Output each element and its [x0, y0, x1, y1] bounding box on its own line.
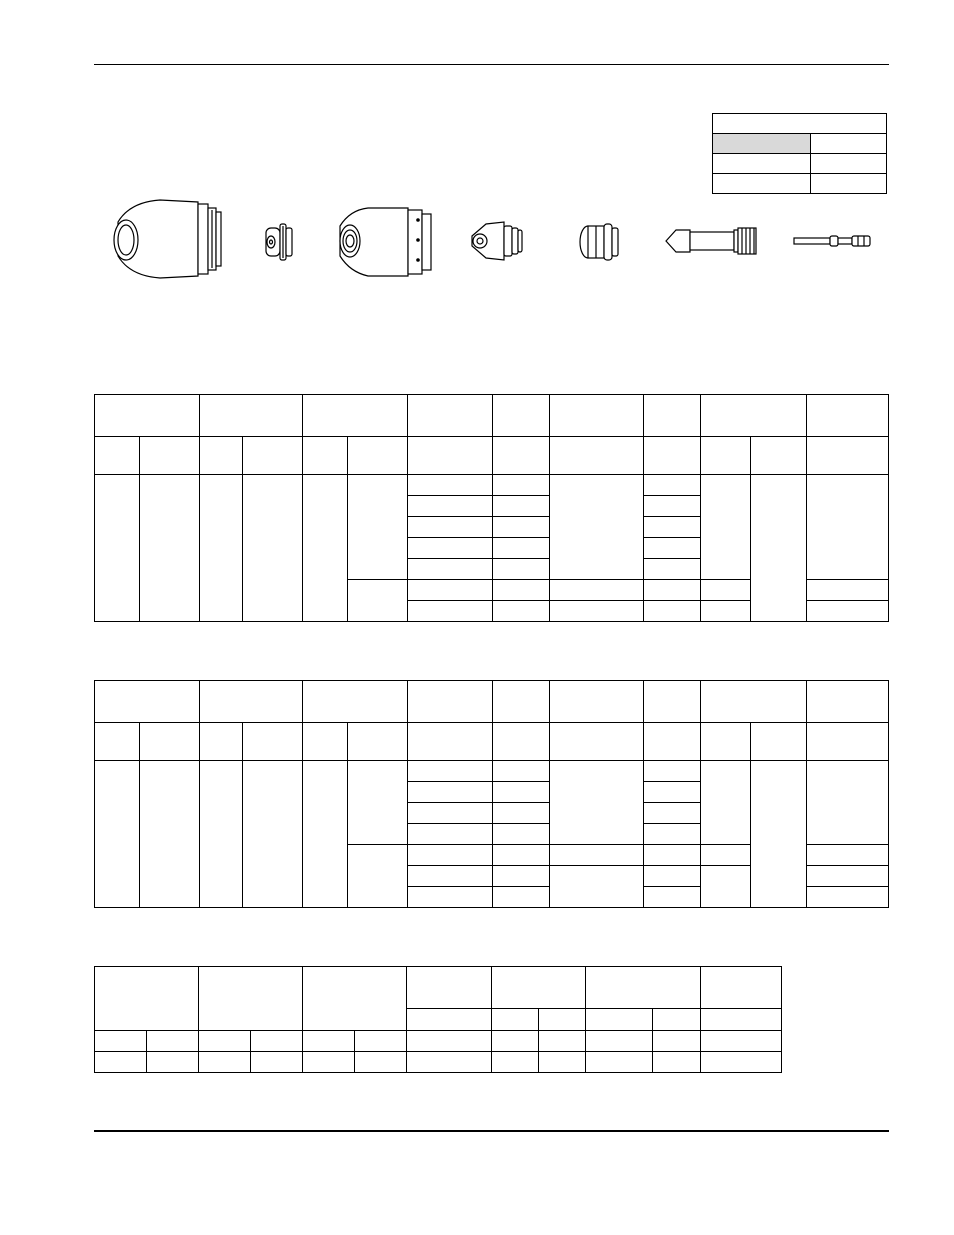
header-cell — [493, 681, 550, 723]
subheader-cell — [199, 1031, 251, 1052]
data-cell — [95, 1052, 147, 1073]
data-cell — [251, 1052, 303, 1073]
header-cell — [586, 967, 701, 1009]
data-cell — [408, 803, 493, 824]
data-cell — [493, 559, 550, 580]
subheader-cell — [539, 1009, 586, 1031]
data-cell — [140, 475, 200, 622]
data-cell — [348, 475, 408, 580]
data-cell — [539, 1052, 586, 1073]
data-cell — [408, 559, 493, 580]
data-cell — [408, 517, 493, 538]
consumable-parts-illustration — [100, 190, 890, 290]
header-cell — [95, 395, 200, 437]
subheader-cell — [95, 723, 140, 761]
data-cell — [644, 580, 701, 601]
data-cell — [408, 782, 493, 803]
data-cell — [493, 496, 550, 517]
header-cell — [303, 967, 407, 1031]
subheader-cell — [653, 1031, 701, 1052]
data-cell — [140, 761, 200, 908]
data-cell — [303, 761, 348, 908]
data-cell — [644, 887, 701, 908]
data-cell — [200, 761, 243, 908]
data-cell — [493, 475, 550, 496]
data-cell — [701, 866, 751, 908]
legend-cell — [811, 154, 887, 174]
data-cell — [408, 845, 493, 866]
subheader-cell — [701, 1031, 782, 1052]
subheader-cell — [586, 1031, 653, 1052]
data-cell — [751, 475, 807, 622]
subheader-cell — [493, 437, 550, 475]
data-cell — [199, 1052, 251, 1073]
subheader-cell — [493, 723, 550, 761]
data-cell — [348, 761, 408, 845]
data-cell — [95, 475, 140, 622]
subheader-cell — [348, 437, 408, 475]
data-cell — [408, 580, 493, 601]
data-cell — [644, 866, 701, 887]
data-cell — [586, 1052, 653, 1073]
cut-chart-table-3 — [94, 966, 782, 1073]
data-cell — [348, 845, 408, 908]
data-cell — [243, 761, 303, 908]
data-cell — [493, 803, 550, 824]
data-cell — [550, 580, 644, 601]
data-cell — [408, 824, 493, 845]
data-cell — [807, 580, 889, 601]
data-cell — [408, 496, 493, 517]
data-cell — [807, 601, 889, 622]
subheader-cell — [550, 437, 644, 475]
subheader-cell — [407, 1031, 492, 1052]
subheader-cell — [95, 437, 140, 475]
subheader-cell — [653, 1009, 701, 1031]
header-cell — [492, 967, 586, 1009]
subheader-cell — [408, 723, 493, 761]
header-cell — [493, 395, 550, 437]
data-cell — [701, 845, 751, 866]
shield-deflector-icon — [266, 224, 292, 260]
subheader-cell — [539, 1031, 586, 1052]
subheader-cell — [644, 723, 701, 761]
data-cell — [701, 580, 751, 601]
data-cell — [493, 866, 550, 887]
data-cell — [644, 761, 701, 782]
data-cell — [492, 1052, 539, 1073]
data-cell — [408, 887, 493, 908]
data-cell — [807, 761, 889, 845]
subheader-cell — [492, 1031, 539, 1052]
subheader-cell — [140, 723, 200, 761]
header-cell — [807, 395, 889, 437]
data-cell — [550, 866, 644, 908]
data-cell — [408, 866, 493, 887]
header-cell — [407, 967, 492, 1009]
subheader-cell — [807, 723, 889, 761]
data-cell — [408, 601, 493, 622]
data-cell — [550, 845, 644, 866]
swirl-ring-icon — [580, 224, 618, 260]
header-cell — [303, 681, 408, 723]
data-cell — [701, 475, 751, 580]
data-cell — [644, 538, 701, 559]
data-cell — [550, 475, 644, 580]
data-cell — [493, 761, 550, 782]
cut-chart-table-1 — [94, 394, 889, 622]
subheader-cell — [95, 1031, 147, 1052]
header-cell — [701, 967, 782, 1009]
subheader-cell — [303, 723, 348, 761]
data-cell — [644, 803, 701, 824]
data-cell — [701, 601, 751, 622]
data-cell — [493, 517, 550, 538]
data-cell — [550, 761, 644, 845]
header-cell — [95, 681, 200, 723]
subheader-cell — [243, 437, 303, 475]
subheader-cell — [701, 437, 751, 475]
legend-header-cell — [713, 114, 887, 134]
footer-rule — [94, 1130, 889, 1132]
subheader-cell — [550, 723, 644, 761]
header-cell — [644, 395, 701, 437]
data-cell — [644, 475, 701, 496]
data-cell — [807, 887, 889, 908]
subheader-cell — [303, 437, 348, 475]
water-tube-icon — [794, 236, 870, 246]
data-cell — [807, 475, 889, 580]
data-cell — [644, 845, 701, 866]
header-cell — [95, 967, 199, 1031]
data-cell — [493, 538, 550, 559]
data-cell — [644, 517, 701, 538]
electrode-icon — [666, 228, 756, 254]
subheader-cell — [200, 723, 243, 761]
data-cell — [807, 866, 889, 887]
data-cell — [644, 496, 701, 517]
header-cell — [701, 681, 807, 723]
subheader-cell — [644, 437, 701, 475]
header-cell — [200, 395, 303, 437]
subheader-cell — [355, 1031, 407, 1052]
data-cell — [147, 1052, 199, 1073]
data-cell — [355, 1052, 407, 1073]
header-cell — [701, 395, 807, 437]
header-cell — [408, 681, 493, 723]
data-cell — [644, 559, 701, 580]
data-cell — [701, 1052, 782, 1073]
cut-chart-table-2 — [94, 680, 889, 908]
header-cell — [199, 967, 303, 1031]
data-cell — [653, 1052, 701, 1073]
data-cell — [493, 887, 550, 908]
subheader-cell — [303, 1031, 355, 1052]
data-cell — [493, 824, 550, 845]
data-cell — [95, 761, 140, 908]
data-cell — [408, 761, 493, 782]
legend-shaded-cell — [713, 134, 811, 154]
subheader-cell — [200, 437, 243, 475]
subheader-cell — [751, 437, 807, 475]
legend-table — [712, 113, 887, 194]
header-cell — [550, 681, 644, 723]
data-cell — [807, 845, 889, 866]
data-cell — [493, 845, 550, 866]
subheader-cell — [701, 1009, 782, 1031]
data-cell — [701, 761, 751, 845]
header-rule — [94, 64, 889, 65]
data-cell — [493, 601, 550, 622]
subheader-cell — [251, 1031, 303, 1052]
data-cell — [644, 782, 701, 803]
subheader-cell — [147, 1031, 199, 1052]
subheader-cell — [408, 437, 493, 475]
data-cell — [493, 580, 550, 601]
nozzle-icon — [472, 222, 522, 260]
subheader-cell — [348, 723, 408, 761]
header-cell — [807, 681, 889, 723]
data-cell — [408, 538, 493, 559]
header-cell — [408, 395, 493, 437]
data-cell — [407, 1052, 492, 1073]
subheader-cell — [701, 723, 751, 761]
data-cell — [200, 475, 243, 622]
subheader-cell — [407, 1009, 492, 1031]
data-cell — [303, 475, 348, 622]
subheader-cell — [140, 437, 200, 475]
subheader-cell — [807, 437, 889, 475]
subheader-cell — [751, 723, 807, 761]
header-cell — [644, 681, 701, 723]
data-cell — [493, 782, 550, 803]
data-cell — [644, 824, 701, 845]
shield-icon — [114, 200, 221, 278]
legend-cell — [811, 134, 887, 154]
subheader-cell — [586, 1009, 653, 1031]
header-cell — [303, 395, 408, 437]
data-cell — [550, 601, 644, 622]
subheader-cell — [243, 723, 303, 761]
data-cell — [303, 1052, 355, 1073]
subheader-cell — [492, 1009, 539, 1031]
legend-cell — [713, 154, 811, 174]
header-cell — [550, 395, 644, 437]
data-cell — [408, 475, 493, 496]
data-cell — [348, 580, 408, 622]
data-cell — [243, 475, 303, 622]
retaining-cap-icon — [340, 208, 431, 276]
header-cell — [200, 681, 303, 723]
data-cell — [751, 761, 807, 908]
data-cell — [644, 601, 701, 622]
